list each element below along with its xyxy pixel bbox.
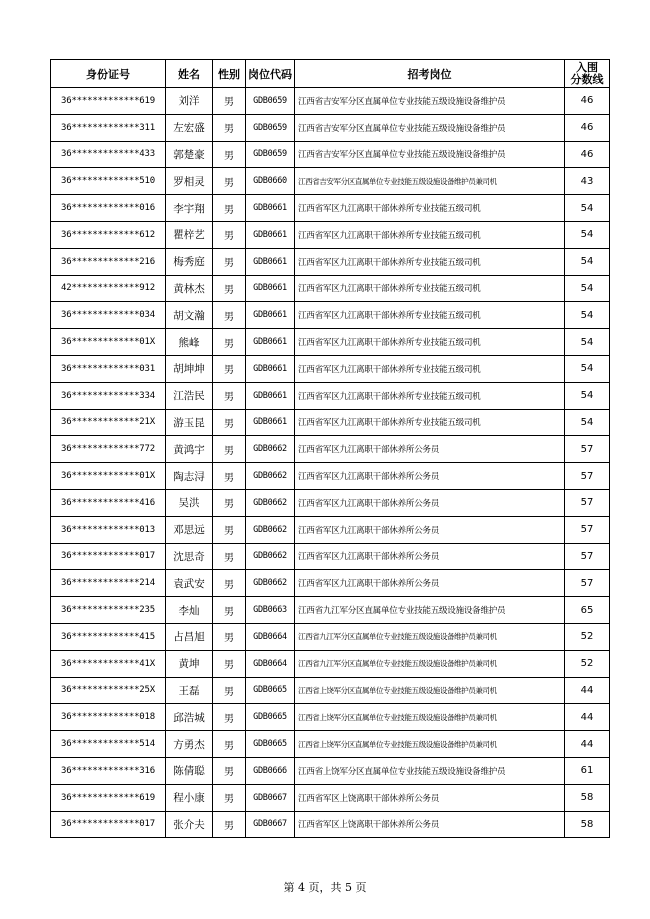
score-cell: 44 [565,731,610,758]
gender-cell: 男 [213,516,246,543]
gender-cell: 男 [213,114,246,141]
gender-cell: 男 [213,88,246,115]
score-cell: 54 [565,302,610,329]
table-row [51,409,610,436]
table-row [51,597,610,624]
id-cell: 36*************01X [51,329,166,356]
name-cell: 陈倩聪 [166,757,213,784]
score-cell: 54 [565,409,610,436]
id-cell: 36*************316 [51,757,166,784]
id-cell: 36*************031 [51,355,166,382]
id-cell: 36*************01X [51,463,166,490]
id-cell: 36*************612 [51,221,166,248]
table-header-row [51,60,610,88]
score-cell: 65 [565,597,610,624]
id-cell: 36*************510 [51,168,166,195]
score-cell: 52 [565,650,610,677]
table-row [51,757,610,784]
header-code: 岗位代码 [246,60,295,88]
gender-cell: 男 [213,757,246,784]
code-cell: GDB0659 [246,88,295,115]
gender-cell: 男 [213,329,246,356]
gender-cell: 男 [213,650,246,677]
name-cell: 胡坤坤 [166,355,213,382]
name-cell: 李宇翔 [166,195,213,222]
score-cell: 46 [565,88,610,115]
score-cell: 57 [565,516,610,543]
score-cell: 54 [565,195,610,222]
id-cell: 36*************21X [51,409,166,436]
code-cell: GDB0664 [246,650,295,677]
gender-cell: 男 [213,355,246,382]
score-cell: 54 [565,329,610,356]
code-cell: GDB0661 [246,221,295,248]
header-position: 招考岗位 [295,60,565,88]
score-cell: 46 [565,114,610,141]
name-cell: 江浩民 [166,382,213,409]
table-row [51,704,610,731]
position-cell: 江西省军区九江离职干部休养所公务员 [295,570,565,597]
score-cell: 61 [565,757,610,784]
score-cell: 44 [565,704,610,731]
gender-cell: 男 [213,811,246,838]
position-cell: 江西省军区九江离职干部休养所专业技能五级司机 [295,221,565,248]
id-cell: 36*************216 [51,248,166,275]
position-cell: 江西省上饶军分区直属单位专业技能五级设施设备维护员 [295,757,565,784]
position-cell: 江西省军区九江离职干部休养所专业技能五级司机 [295,302,565,329]
position-cell: 江西省军区九江离职干部休养所专业技能五级司机 [295,409,565,436]
table-row [51,114,610,141]
id-cell: 36*************235 [51,597,166,624]
code-cell: GDB0661 [246,302,295,329]
id-cell: 36*************311 [51,114,166,141]
score-cell: 58 [565,811,610,838]
table-body [51,88,610,838]
id-cell: 36*************514 [51,731,166,758]
position-cell: 江西省上饶军分区直属单位专业技能五级设施设备维护员兼司机 [295,677,565,704]
code-cell: GDB0659 [246,141,295,168]
id-cell: 36*************034 [51,302,166,329]
position-cell: 江西省吉安军分区直属单位专业技能五级设施设备维护员 [295,141,565,168]
header-name: 姓名 [166,60,213,88]
position-cell: 江西省吉安军分区直属单位专业技能五级设施设备维护员兼司机 [295,168,565,195]
id-cell: 36*************41X [51,650,166,677]
gender-cell: 男 [213,168,246,195]
position-cell: 江西省吉安军分区直属单位专业技能五级设施设备维护员 [295,88,565,115]
id-cell: 36*************416 [51,489,166,516]
table-row [51,489,610,516]
id-cell: 36*************017 [51,543,166,570]
position-cell: 江西省军区九江离职干部休养所专业技能五级司机 [295,248,565,275]
id-cell: 36*************013 [51,516,166,543]
name-cell: 黄鸿宇 [166,436,213,463]
name-cell: 吴洪 [166,489,213,516]
gender-cell: 男 [213,141,246,168]
position-cell: 江西省军区九江离职干部休养所专业技能五级司机 [295,275,565,302]
name-cell: 胡文瀚 [166,302,213,329]
name-cell: 张介夫 [166,811,213,838]
gender-cell: 男 [213,382,246,409]
position-cell: 江西省军区九江离职干部休养所专业技能五级司机 [295,382,565,409]
table-row [51,784,610,811]
name-cell: 陶志浔 [166,463,213,490]
table-row [51,731,610,758]
header-score-line1: 入围 [576,60,598,74]
code-cell: GDB0659 [246,114,295,141]
id-cell: 36*************017 [51,811,166,838]
code-cell: GDB0662 [246,436,295,463]
table-row [51,141,610,168]
gender-cell: 男 [213,704,246,731]
position-cell: 江西省军区九江离职干部休养所专业技能五级司机 [295,329,565,356]
gender-cell: 男 [213,784,246,811]
score-cell: 57 [565,543,610,570]
score-cell: 57 [565,489,610,516]
gender-cell: 男 [213,302,246,329]
gender-cell: 男 [213,275,246,302]
score-cell: 54 [565,275,610,302]
gender-cell: 男 [213,677,246,704]
code-cell: GDB0664 [246,623,295,650]
code-cell: GDB0662 [246,570,295,597]
table-row [51,811,610,838]
score-cell: 54 [565,382,610,409]
score-cell: 57 [565,463,610,490]
name-cell: 左宏盛 [166,114,213,141]
gender-cell: 男 [213,248,246,275]
header-score-line2: 分数线 [570,72,604,86]
id-cell: 36*************772 [51,436,166,463]
page-footer: 第 4 页，共 5 页 [283,881,367,894]
gender-cell: 男 [213,570,246,597]
table-row [51,248,610,275]
position-cell: 江西省军区九江离职干部休养所公务员 [295,516,565,543]
id-cell: 36*************619 [51,88,166,115]
name-cell: 方勇杰 [166,731,213,758]
code-cell: GDB0667 [246,811,295,838]
position-cell: 江西省军区九江离职干部休养所公务员 [295,436,565,463]
gender-cell: 男 [213,195,246,222]
position-cell: 江西省上饶军分区直属单位专业技能五级设施设备维护员兼司机 [295,731,565,758]
position-cell: 江西省军区上饶离职干部休养所公务员 [295,784,565,811]
table-row [51,168,610,195]
id-cell: 36*************619 [51,784,166,811]
gender-cell: 男 [213,436,246,463]
code-cell: GDB0665 [246,731,295,758]
code-cell: GDB0662 [246,463,295,490]
candidate-table [50,59,610,838]
name-cell: 邓思远 [166,516,213,543]
position-cell: 江西省军区九江离职干部休养所公务员 [295,489,565,516]
id-cell: 36*************214 [51,570,166,597]
id-cell: 36*************433 [51,141,166,168]
table-row [51,516,610,543]
gender-cell: 男 [213,409,246,436]
name-cell: 黄坤 [166,650,213,677]
position-cell: 江西省军区九江离职干部休养所公务员 [295,543,565,570]
header-score [565,60,610,88]
id-cell: 36*************334 [51,382,166,409]
score-cell: 57 [565,570,610,597]
code-cell: GDB0662 [246,489,295,516]
table-row [51,355,610,382]
table-row [51,221,610,248]
table-row [51,677,610,704]
table-row [51,543,610,570]
table-row [51,382,610,409]
table-row [51,463,610,490]
score-cell: 43 [565,168,610,195]
name-cell: 沈思奇 [166,543,213,570]
table-row [51,436,610,463]
code-cell: GDB0663 [246,597,295,624]
gender-cell: 男 [213,597,246,624]
name-cell: 袁武安 [166,570,213,597]
name-cell: 占昌旭 [166,623,213,650]
name-cell: 罗相灵 [166,168,213,195]
gender-cell: 男 [213,221,246,248]
gender-cell: 男 [213,623,246,650]
name-cell: 程小康 [166,784,213,811]
score-cell: 52 [565,623,610,650]
table-row [51,650,610,677]
score-cell: 54 [565,221,610,248]
name-cell: 梅秀庭 [166,248,213,275]
code-cell: GDB0661 [246,329,295,356]
code-cell: GDB0660 [246,168,295,195]
name-cell: 李灿 [166,597,213,624]
table-row [51,570,610,597]
code-cell: GDB0661 [246,248,295,275]
name-cell: 瞿梓艺 [166,221,213,248]
table-row [51,195,610,222]
position-cell: 江西省九江军分区直属单位专业技能五级设施设备维护员兼司机 [295,623,565,650]
name-cell: 熊峰 [166,329,213,356]
name-cell: 王磊 [166,677,213,704]
code-cell: GDB0665 [246,704,295,731]
code-cell: GDB0661 [246,409,295,436]
gender-cell: 男 [213,543,246,570]
id-cell: 36*************016 [51,195,166,222]
code-cell: GDB0665 [246,677,295,704]
name-cell: 游玉昆 [166,409,213,436]
id-cell: 36*************25X [51,677,166,704]
id-cell: 36*************415 [51,623,166,650]
gender-cell: 男 [213,463,246,490]
code-cell: GDB0661 [246,355,295,382]
table-row [51,302,610,329]
position-cell: 江西省吉安军分区直属单位专业技能五级设施设备维护员 [295,114,565,141]
code-cell: GDB0667 [246,784,295,811]
score-cell: 58 [565,784,610,811]
table-row [51,88,610,115]
position-cell: 江西省军区九江离职干部休养所专业技能五级司机 [295,355,565,382]
score-cell: 54 [565,248,610,275]
code-cell: GDB0666 [246,757,295,784]
code-cell: GDB0662 [246,543,295,570]
name-cell: 刘洋 [166,88,213,115]
position-cell: 江西省军区九江离职干部休养所公务员 [295,463,565,490]
score-cell: 46 [565,141,610,168]
id-cell: 42*************912 [51,275,166,302]
code-cell: GDB0661 [246,275,295,302]
position-cell: 江西省军区上饶离职干部休养所公务员 [295,811,565,838]
position-cell: 江西省九江军分区直属单位专业技能五级设施设备维护员兼司机 [295,650,565,677]
id-cell: 36*************018 [51,704,166,731]
name-cell: 邱浩城 [166,704,213,731]
position-cell: 江西省军区九江离职干部休养所专业技能五级司机 [295,195,565,222]
header-id: 身份证号 [51,60,166,88]
code-cell: GDB0662 [246,516,295,543]
code-cell: GDB0661 [246,195,295,222]
table-row [51,275,610,302]
position-cell: 江西省九江军分区直属单位专业技能五级设施设备维护员 [295,597,565,624]
score-cell: 44 [565,677,610,704]
score-cell: 57 [565,436,610,463]
name-cell: 黄林杰 [166,275,213,302]
score-cell: 54 [565,355,610,382]
table-row [51,329,610,356]
gender-cell: 男 [213,489,246,516]
name-cell: 郭楚豪 [166,141,213,168]
code-cell: GDB0661 [246,382,295,409]
table-row [51,623,610,650]
gender-cell: 男 [213,731,246,758]
header-gender: 性别 [213,60,246,88]
position-cell: 江西省上饶军分区直属单位专业技能五级设施设备维护员兼司机 [295,704,565,731]
